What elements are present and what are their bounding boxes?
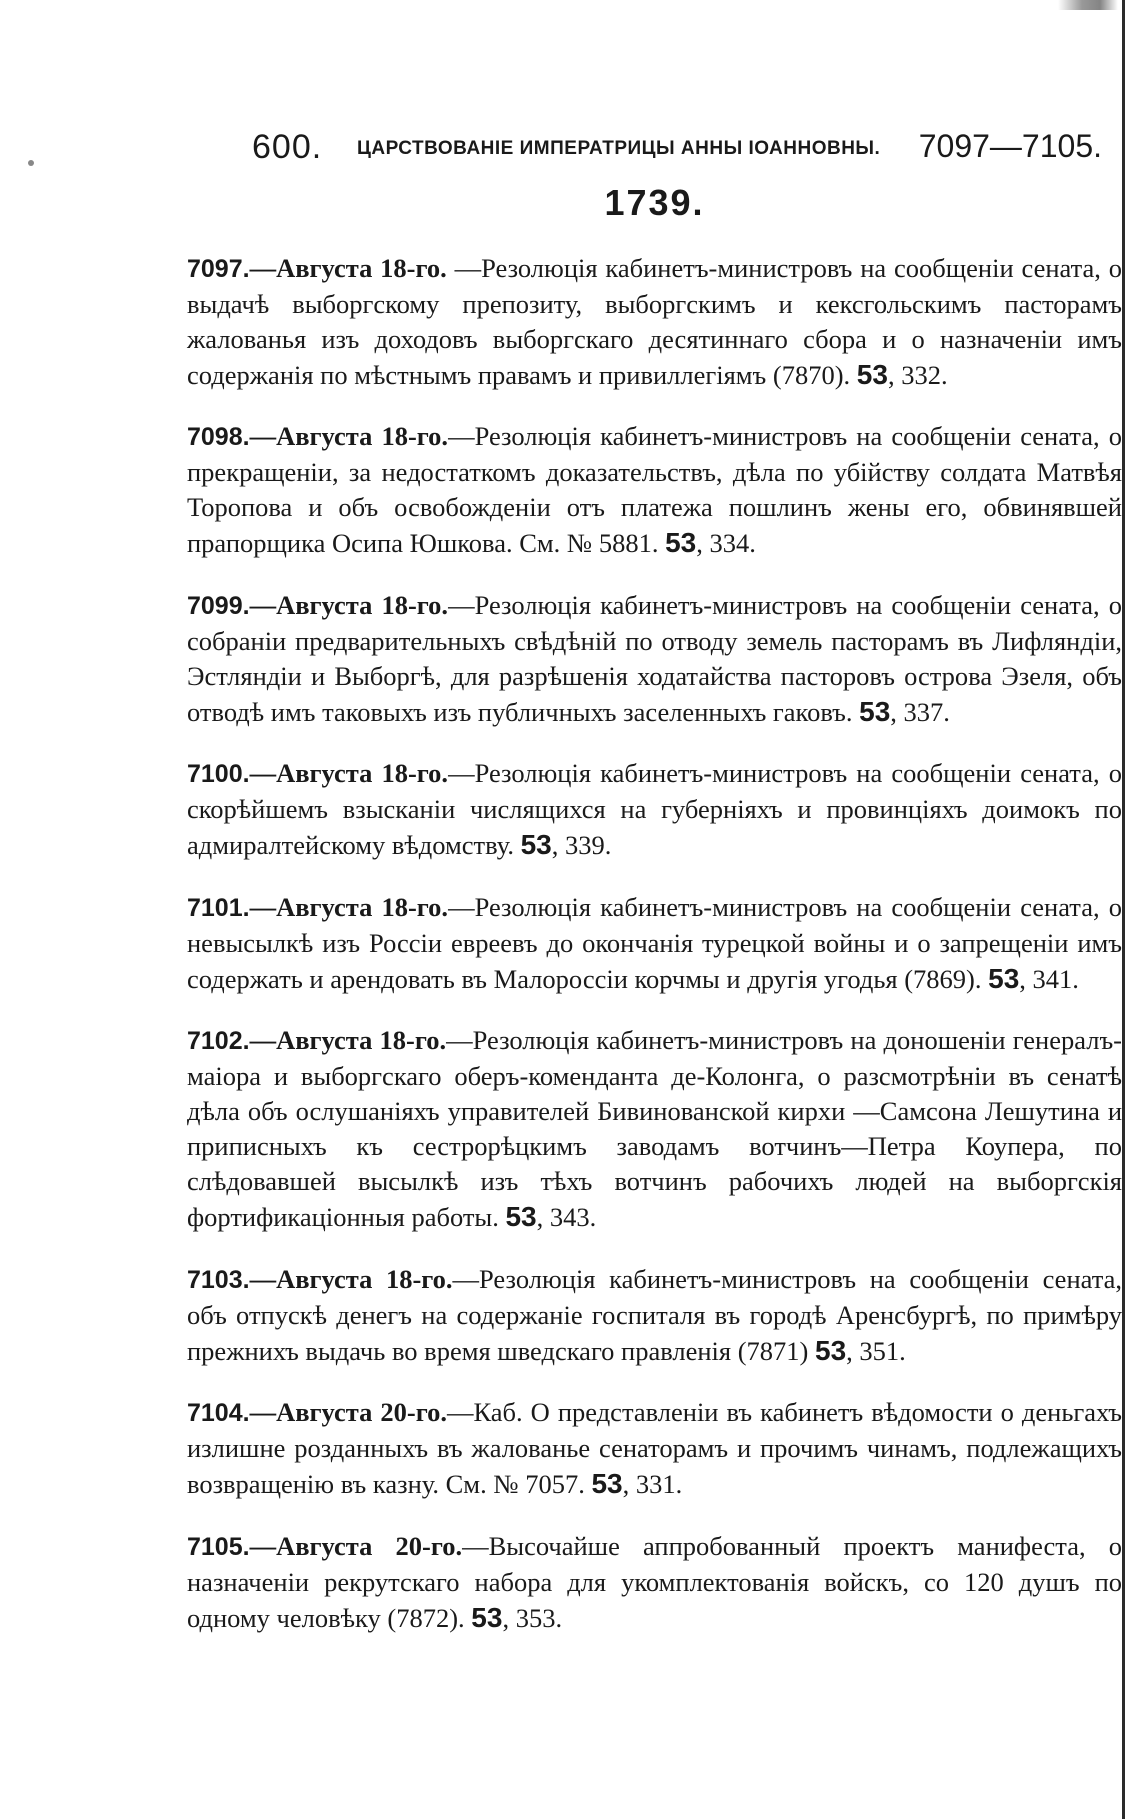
entry-page: , 337. <box>890 696 950 727</box>
entry-date: —Августа 18-го. <box>249 891 449 922</box>
scan-dot <box>28 160 34 166</box>
entry-volume: 53 <box>856 358 888 390</box>
entry-7098 <box>187 419 1122 561</box>
entry-date: —Августа 18-го. <box>249 252 447 283</box>
entry-page: , 343. <box>536 1202 597 1232</box>
entry-text: —Резолюція кабинетъ-министровъ на сообщеніи сената, о собраніи предварительныхъ свѣдѣній по отводу земель пасторамъ въ Лифляндіи, Эстляндіи и Выборгѣ, для разрѣшенія ходатайства пасторовъ острова Эзеля, объ отводѣ имъ таковыхъ изъ публичныхъ заселенныхъ гаковъ. <box>187 589 1122 727</box>
entry-number: 7102. <box>187 1027 250 1055</box>
scan-edge <box>1122 0 1125 1819</box>
entry-7104 <box>187 1395 1122 1502</box>
entry-7102 <box>187 1023 1122 1235</box>
entry-number: 7105. <box>187 1532 250 1561</box>
entry-page: , 341. <box>1019 963 1079 994</box>
entry-date: —Августа 20-го. <box>249 1397 447 1427</box>
entry-volume: 53 <box>591 1468 623 1499</box>
entry-date: —Августа 18-го. <box>249 758 449 788</box>
entry-date: —Августа 18-го. <box>249 589 449 620</box>
entry-range: 7097—7105. <box>918 128 1102 164</box>
year-heading: 1739. <box>604 182 705 223</box>
entry-text: —Резолюція кабинетъ-министровъ на сообщеніи сената, о невысылкѣ изъ Россіи евреевъ до окончанія турецкой войны и о запрещеніи имъ содержать и арендовать въ Малороссіи корчмы и другія угодья (7869). <box>187 891 1122 994</box>
entry-7101 <box>187 890 1122 997</box>
entry-number: 7104. <box>187 1399 250 1427</box>
entry-date: —Августа 18-го. <box>249 1263 453 1294</box>
entry-number: 7097. <box>187 254 250 283</box>
entry-page: , 332. <box>887 359 948 390</box>
entry-text: —Каб. О представленіи въ кабинетъ вѣдомости о деньгахъ излишне розданныхъ въ жалованье сенаторамъ и прочимъ чинамъ, подлежащихъ возвращенію въ казну. См. № 7057. <box>187 1397 1123 1499</box>
entry-page: , 339. <box>551 830 612 860</box>
entry-page: , 334. <box>696 528 756 558</box>
entry-page: , 331. <box>622 1469 683 1499</box>
entry-volume: 53 <box>988 962 1020 994</box>
page-number: 600. <box>252 128 323 166</box>
entry-7097 <box>187 251 1122 393</box>
entry-volume: 53 <box>505 1201 537 1232</box>
entry-number: 7103. <box>187 1265 250 1294</box>
entry-7103 <box>187 1262 1122 1369</box>
entry-number: 7101. <box>187 893 250 922</box>
entry-text: —Резолюція кабинетъ-министровъ на сообщеніи сената, о скорѣйшемъ взысканіи числящихся на губерніяхъ и провинціяхъ доимокъ по адмиралтейскому вѣдомству. <box>187 758 1122 860</box>
entry-text: —Высочайше аппробованный проектъ манифеста, о назначеніи рекрутскаго набора для укомплектованія войскъ, со 120 душъ по одному человѣку (7872). <box>187 1530 1123 1633</box>
entry-volume: 53 <box>859 695 891 727</box>
entry-text: —Резолюція кабинетъ-министровъ на сообщеніи сената, объ отпускѣ денегъ на содержаніе госпиталя въ городѣ Аренсбургѣ, по примѣру прежнихъ выдачь во время шведскаго правленія (7871) <box>187 1263 1122 1366</box>
scan-mark <box>1058 0 1118 10</box>
entry-page: , 353. <box>502 1602 563 1633</box>
running-head <box>187 128 1122 168</box>
entry-7099 <box>187 588 1122 730</box>
entry-text: —Резолюція кабинетъ-министровъ на сообщеніи сената, о выдачѣ выборгскому препозиту, выборгскимъ и кексгольскимъ пасторамъ жалованья изъ доходовъ выборгскаго десятиннаго сбора и о назначеніи имъ содержанія по мѣстнымъ правамъ и привиллегіямъ (7870). <box>187 252 1123 390</box>
entry-date: —Августа 18-го. <box>249 1025 447 1055</box>
entry-date: —Августа 20-го. <box>249 1530 463 1561</box>
entry-volume: 53 <box>815 1334 847 1366</box>
entry-7105 <box>187 1529 1122 1636</box>
entry-volume: 53 <box>471 1601 503 1633</box>
entry-text: —Резолюція кабинетъ-министровъ на доношеніи генералъ-маіора и выборгскаго оберъ-коменданта де-Колонга, о разсмотрѣніи въ сенатѣ дѣла объ ослушаніяхъ управителей Бивинованской кирхи —Самсона Лешутина и приписныхъ къ сестрорѣцкимъ заводамъ вотчинъ—Петра Коупера, по слѣдовавшей высылкѣ изъ тѣхъ вотчинъ рабочихъ людей на выборгскія фортификаціонныя работы. <box>187 1025 1122 1232</box>
page <box>187 128 1122 1662</box>
entries <box>187 251 1122 1636</box>
entry-page: , 351. <box>846 1335 906 1366</box>
entry-volume: 53 <box>665 527 697 558</box>
entry-text: —Резолюція кабинетъ-министровъ на сообщеніи сената, о прекращеніи, за недостаткомъ доказательствъ, дѣла по убійству солдата Матвѣя Торопова и объ освобожденіи отъ платежа пошлинъ жены его, обвинявшей прапорщика Осипа Юшкова. См. № 5881. <box>187 421 1122 558</box>
entry-number: 7098. <box>187 423 250 451</box>
entry-number: 7100. <box>187 760 250 788</box>
entry-7100 <box>187 756 1122 863</box>
entry-date: —Августа 18-го. <box>249 421 449 451</box>
running-title: ЦАРСТВОВАНІЕ ИМПЕРАТРИЦЫ АННЫ ІОАННОВНЫ. <box>357 138 881 159</box>
entry-number: 7099. <box>187 591 250 620</box>
entry-volume: 53 <box>520 829 552 860</box>
